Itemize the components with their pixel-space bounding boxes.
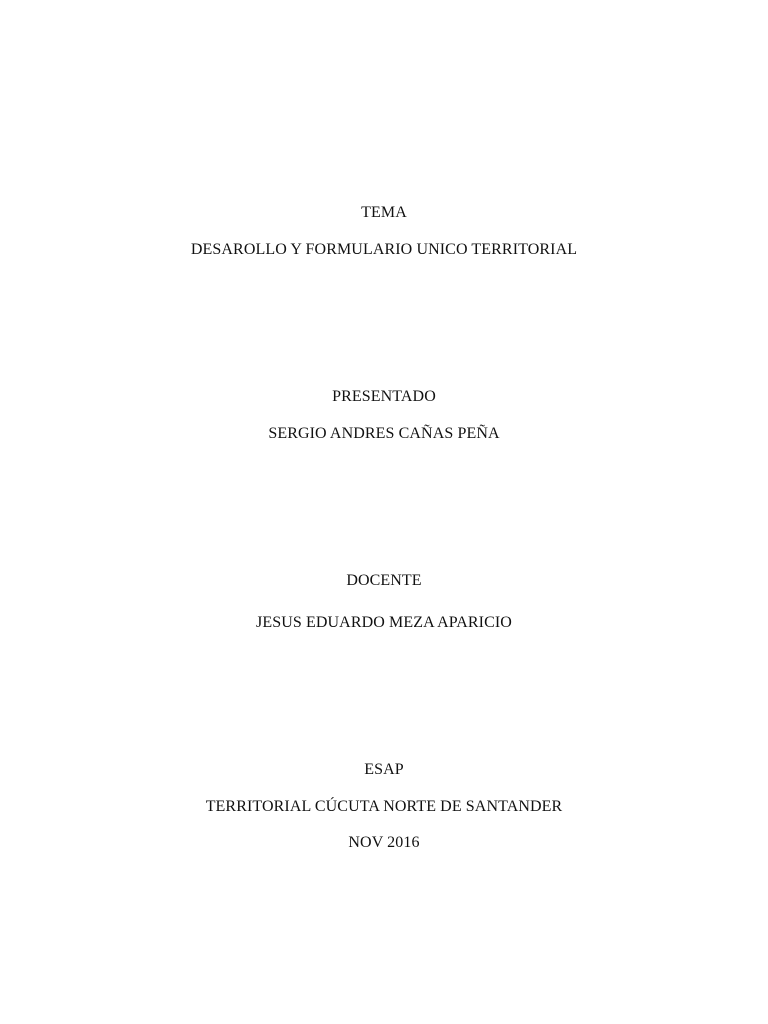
document-date: NOV 2016 [348, 834, 420, 851]
author-name: SERGIO ANDRES CAÑAS PEÑA [268, 425, 500, 442]
topic-heading: TEMA [361, 204, 407, 221]
topic-title: DESAROLLO Y FORMULARIO UNICO TERRITORIAL [190, 241, 578, 258]
institution-name: ESAP [364, 761, 404, 778]
presented-heading: PRESENTADO [332, 388, 436, 405]
institution-location: TERRITORIAL CÚCUTA NORTE DE SANTANDER [205, 798, 563, 815]
teacher-heading: DOCENTE [346, 572, 422, 589]
teacher-name: JESUS EDUARDO MEZA APARICIO [256, 614, 512, 631]
